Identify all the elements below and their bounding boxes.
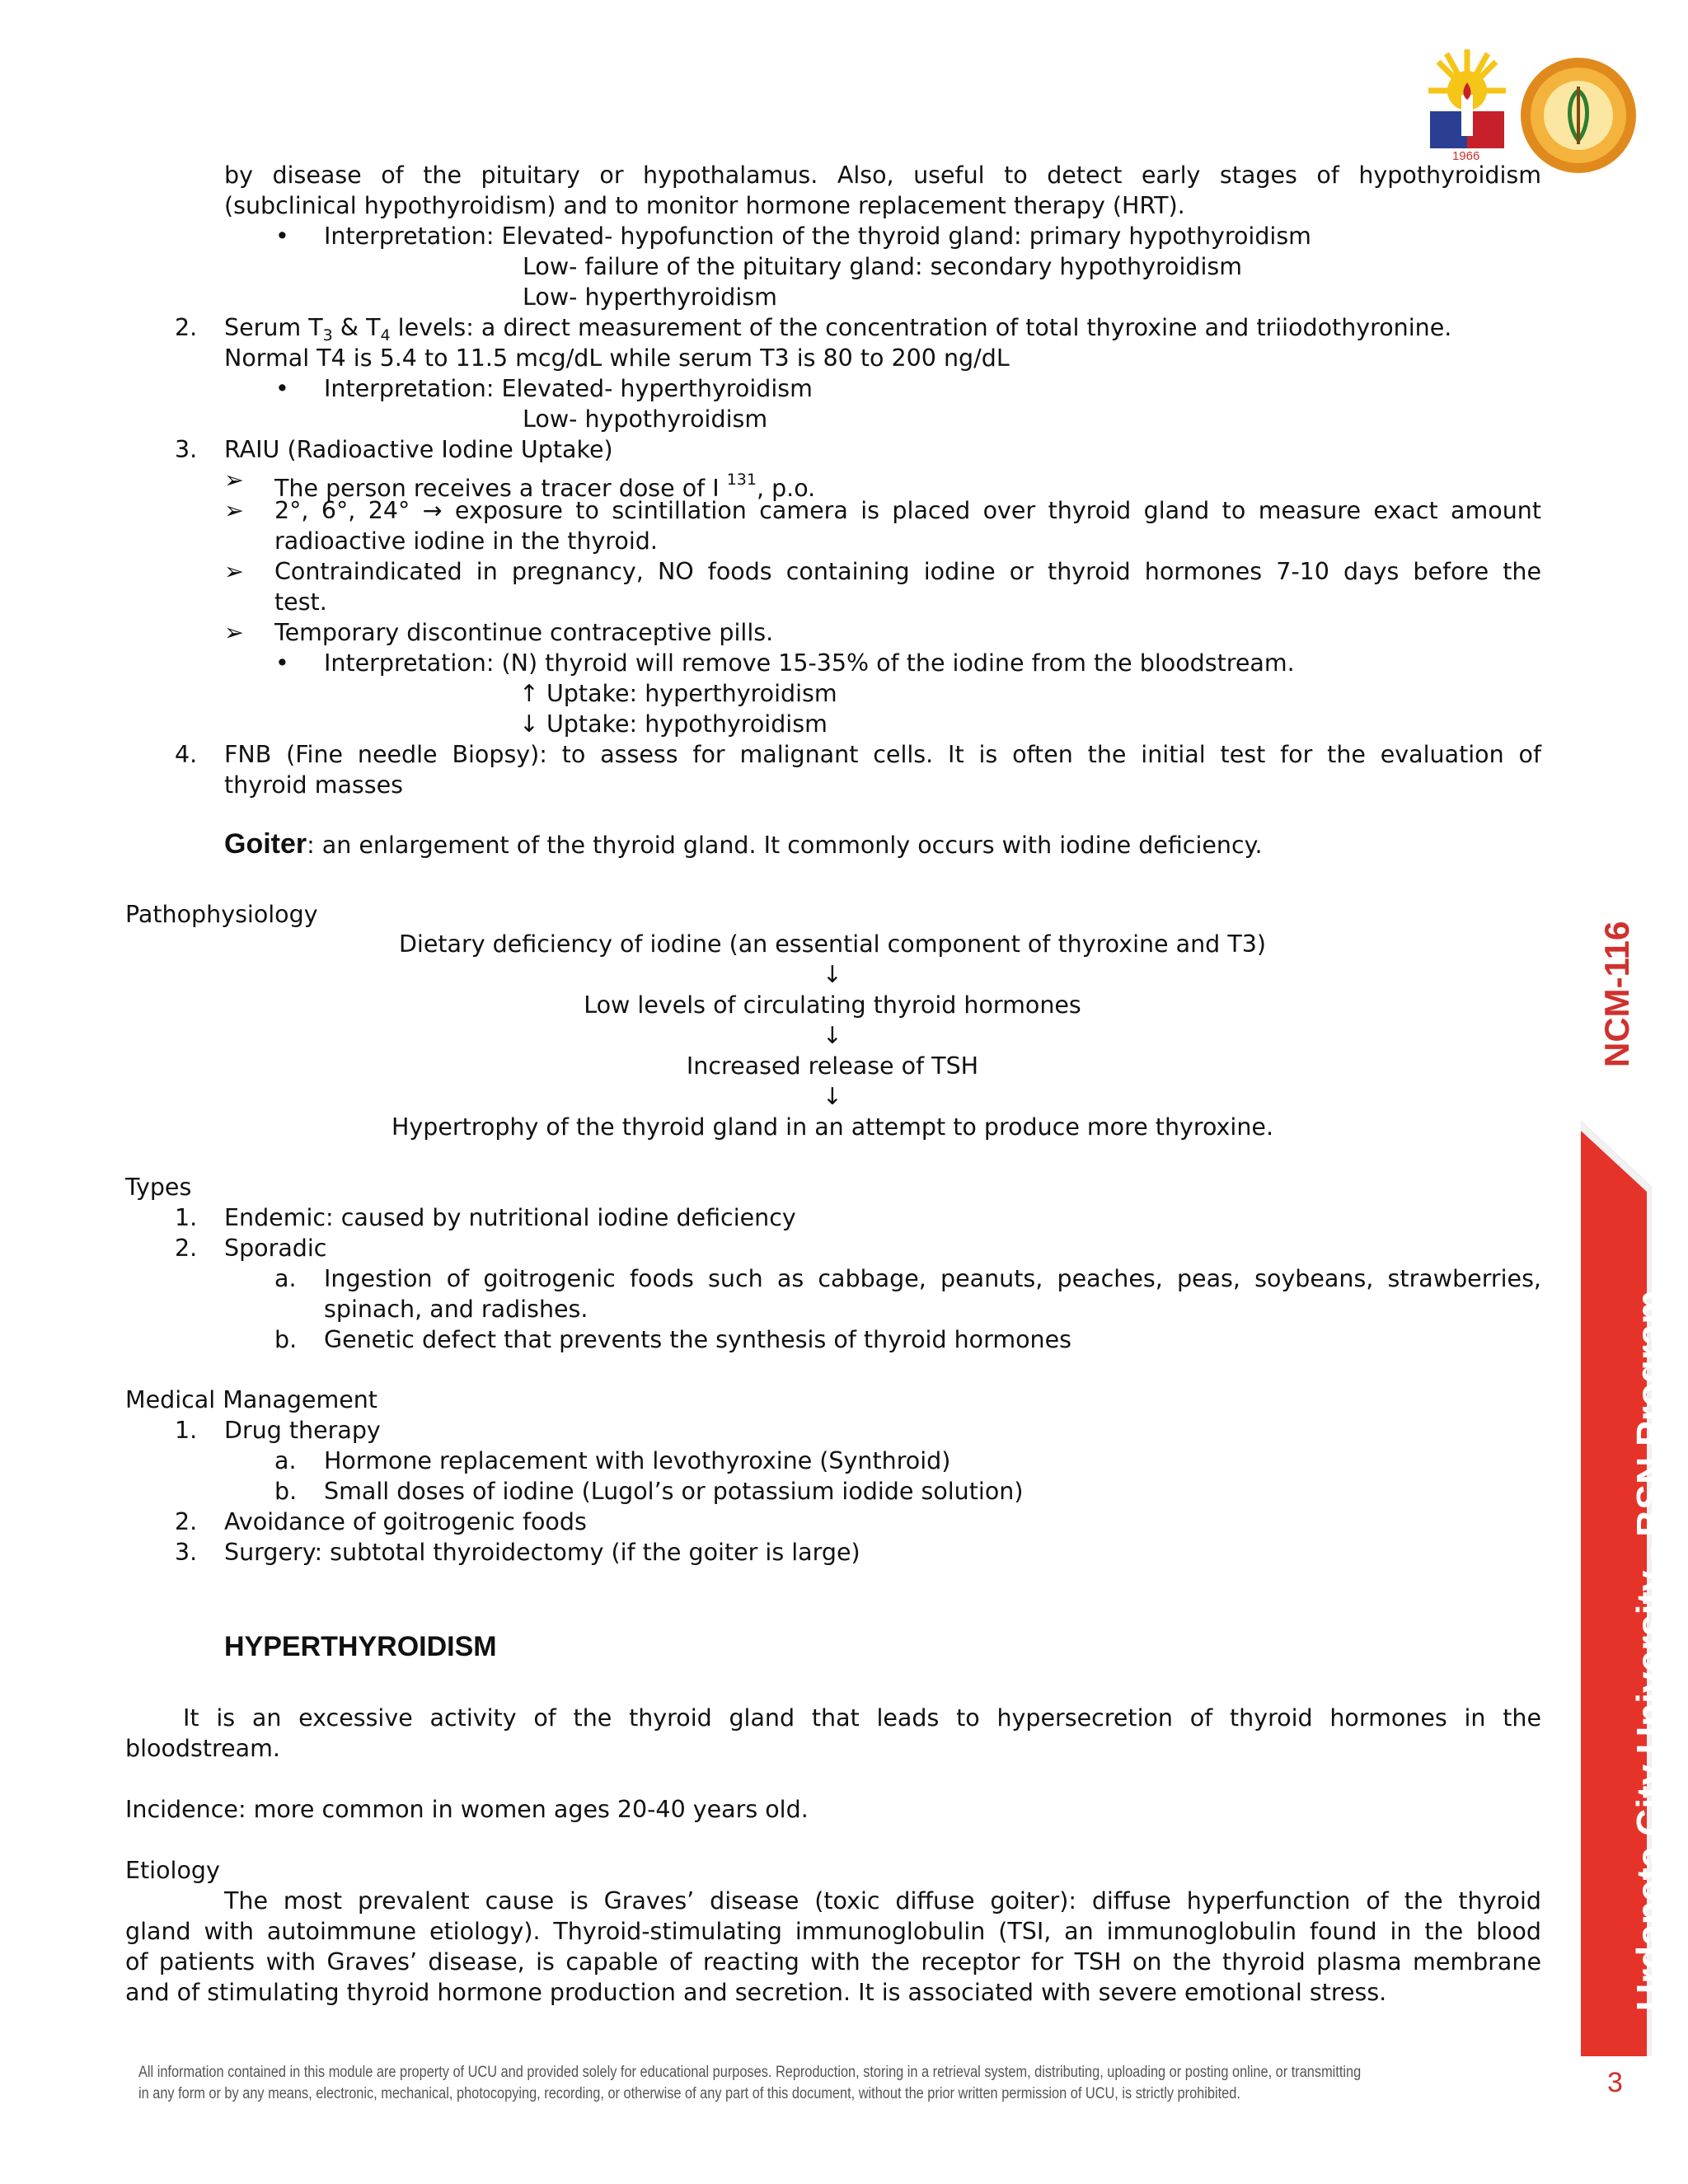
text-line: Contraindicated in pregnancy, NO foods containing iodine or thyroid hormones 7-10 days before the — [274, 558, 1541, 585]
text-line: Endemic: caused by nutritional iodine deficiency — [224, 1204, 796, 1231]
subscript: 4 — [380, 326, 391, 344]
section-label: Types — [125, 1174, 192, 1201]
text-line: Interpretation: Elevated- hypofunction of the thyroid gland: primary hypothyroidism — [324, 223, 1311, 250]
text-line: Incidence: more common in women ages 20-40 years old. — [125, 1796, 809, 1823]
text-line: Hormone replacement with levothyroxine (Synthroid) — [324, 1447, 951, 1474]
text-line: Avoidance of goitrogenic foods — [224, 1508, 587, 1535]
list-number: 3. — [175, 1539, 198, 1566]
footer-notice-line: All information contained in this module are property of UCU and provided solely for educational purposes. Reproduction, storing in a retrieval system, distributing, uploading or posting online, or transmitting — [138, 2064, 1362, 2081]
bullet: • — [275, 223, 289, 250]
text-line: RAIU (Radioactive Iodine Uptake) — [224, 436, 613, 463]
ucu-college-seal-logo — [1517, 54, 1640, 177]
text-line: Genetic defect that prevents the synthesis of thyroid hormones — [324, 1326, 1071, 1353]
text-line: FNB (Fine needle Biopsy): to assess for malignant cells. It is often the initial test for the evaluation of — [224, 741, 1541, 768]
list-number: 4. — [175, 741, 198, 768]
text-fragment: The person receives a tracer dose of I — [274, 475, 727, 502]
list-number: 2. — [175, 1235, 198, 1262]
seal-year: 1966 — [1452, 149, 1480, 163]
text-line: Low- hyperthyroidism — [523, 284, 777, 311]
list-letter: b. — [274, 1326, 298, 1353]
text-line: ↑ Uptake: hyperthyroidism — [519, 680, 837, 707]
program-banner-text: Urdaneta City University - BSN Program — [1629, 1290, 1672, 2011]
list-number: 2. — [175, 314, 198, 341]
text-fragment: levels: a direct measurement of the concentration of total thyroxine and triiodothyronine. — [390, 314, 1452, 341]
flow-step: Increased release of TSH — [686, 1052, 979, 1080]
goiter-term: Goiter — [224, 828, 307, 860]
flow-step: Hypertrophy of the thyroid gland in an attempt to produce more thyroxine. — [391, 1113, 1274, 1141]
text-fragment: , p.o. — [756, 475, 816, 502]
arrow-bullet-icon: ➢ — [224, 619, 244, 646]
text-line: Ingestion of goitrogenic foods such as cabbage, peanuts, peaches, peas, soybeans, strawberries, — [324, 1265, 1541, 1292]
text-line: 2°, 6°, 24° → exposure to scintillation camera is placed over thyroid gland to measure exact amount — [274, 497, 1541, 524]
text-line: Low- hypothyroidism — [523, 405, 768, 433]
text-line: Surgery: subtotal thyroidectomy (if the goiter is large) — [224, 1539, 860, 1566]
text-line: of patients with Graves’ disease, is capable of reacting with the receptor for TSH on the thyroid plasma membrane — [125, 1948, 1541, 1975]
text-line: (subclinical hypothyroidism) and to monitor hormone replacement therapy (HRT). — [224, 192, 1185, 219]
arrow-bullet-icon: ➢ — [224, 558, 244, 585]
text-line: Sporadic — [224, 1235, 327, 1262]
list-letter: a. — [274, 1447, 297, 1474]
text-line: The most prevalent cause is Graves’ disease (toxic diffuse goiter): diffuse hyperfunction of the thyroid — [224, 1887, 1541, 1915]
superscript: 131 — [726, 471, 757, 489]
text-line: Temporary discontinue contraceptive pills. — [274, 619, 774, 646]
bullet: • — [275, 375, 289, 402]
subscript: 3 — [322, 326, 333, 344]
goiter-definition — [224, 829, 1263, 860]
list-number: 3. — [175, 436, 198, 463]
list-letter: a. — [274, 1265, 297, 1292]
list-number: 1. — [175, 1204, 198, 1231]
flow-step: Low levels of circulating thyroid hormones — [584, 991, 1081, 1019]
text-fragment: : an enlargement of the thyroid gland. It commonly occurs with iodine deficiency. — [307, 832, 1263, 859]
text-line: It is an excessive activity of the thyroid gland that leads to hypersecretion of thyroid hormones in the — [183, 1704, 1541, 1732]
section-label: Pathophysiology — [125, 901, 318, 928]
text-fragment: Serum T — [224, 314, 323, 341]
text-line: Interpretation: Elevated- hyperthyroidism — [324, 375, 813, 402]
text-line: by disease of the pituitary or hypothalamus. Also, useful to detect early stages of hypothyroidism — [224, 162, 1541, 189]
down-arrow-icon: ↓ — [823, 961, 842, 988]
down-arrow-icon: ↓ — [823, 1083, 842, 1110]
list-number: 1. — [175, 1417, 198, 1444]
text-line: ↓ Uptake: hypothyroidism — [519, 710, 828, 738]
text-line: spinach, and radishes. — [324, 1296, 588, 1323]
section-label: Medical Management — [125, 1386, 377, 1413]
text-fragment: & T — [332, 314, 381, 341]
page-number: 3 — [1607, 2067, 1623, 2098]
footer-notice-line: in any form or by any means, electronic, mechanical, photocopying, recording, or otherwise of any part of this document, without the prior written permission of UCU, is strictly prohibited. — [138, 2085, 1240, 2102]
text-line: radioactive iodine in the thyroid. — [274, 527, 658, 555]
text-line: thyroid masses — [224, 771, 404, 799]
philippine-sun-logo — [1422, 45, 1512, 161]
text-line: Small doses of iodine (Lugol’s or potassium iodide solution) — [324, 1478, 1024, 1505]
section-label: Etiology — [125, 1857, 220, 1884]
text-line: Normal T4 is 5.4 to 11.5 mcg/dL while serum T3 is 80 to 200 ng/dL — [224, 344, 1010, 372]
arrow-bullet-icon: ➢ — [224, 497, 244, 524]
text-line: Interpretation: (N) thyroid will remove 15-35% of the iodine from the bloodstream. — [324, 649, 1295, 677]
list-number: 2. — [175, 1508, 198, 1535]
list-letter: b. — [274, 1478, 298, 1505]
bullet: • — [275, 649, 289, 677]
text-line: gland with autoimmune etiology). Thyroid-stimulating immunoglobulin (TSI, an immunoglobulin found in the blood — [125, 1918, 1541, 1945]
text-line: bloodstream. — [125, 1735, 280, 1762]
text-line: and of stimulating thyroid hormone production and secretion. It is associated with severe emotional stress. — [125, 1979, 1387, 2006]
text-line: Drug therapy — [224, 1417, 381, 1444]
arrow-bullet-icon: ➢ — [224, 466, 244, 494]
text-line: test. — [274, 588, 327, 616]
section-heading: HYPERTHYROIDISM — [224, 1631, 497, 1662]
text-line: Low- failure of the pituitary gland: secondary hypothyroidism — [523, 253, 1243, 280]
course-code: NCM-116 — [1597, 921, 1636, 1067]
down-arrow-icon: ↓ — [823, 1022, 842, 1049]
flow-step: Dietary deficiency of iodine (an essential component of thyroxine and T3) — [398, 930, 1266, 958]
